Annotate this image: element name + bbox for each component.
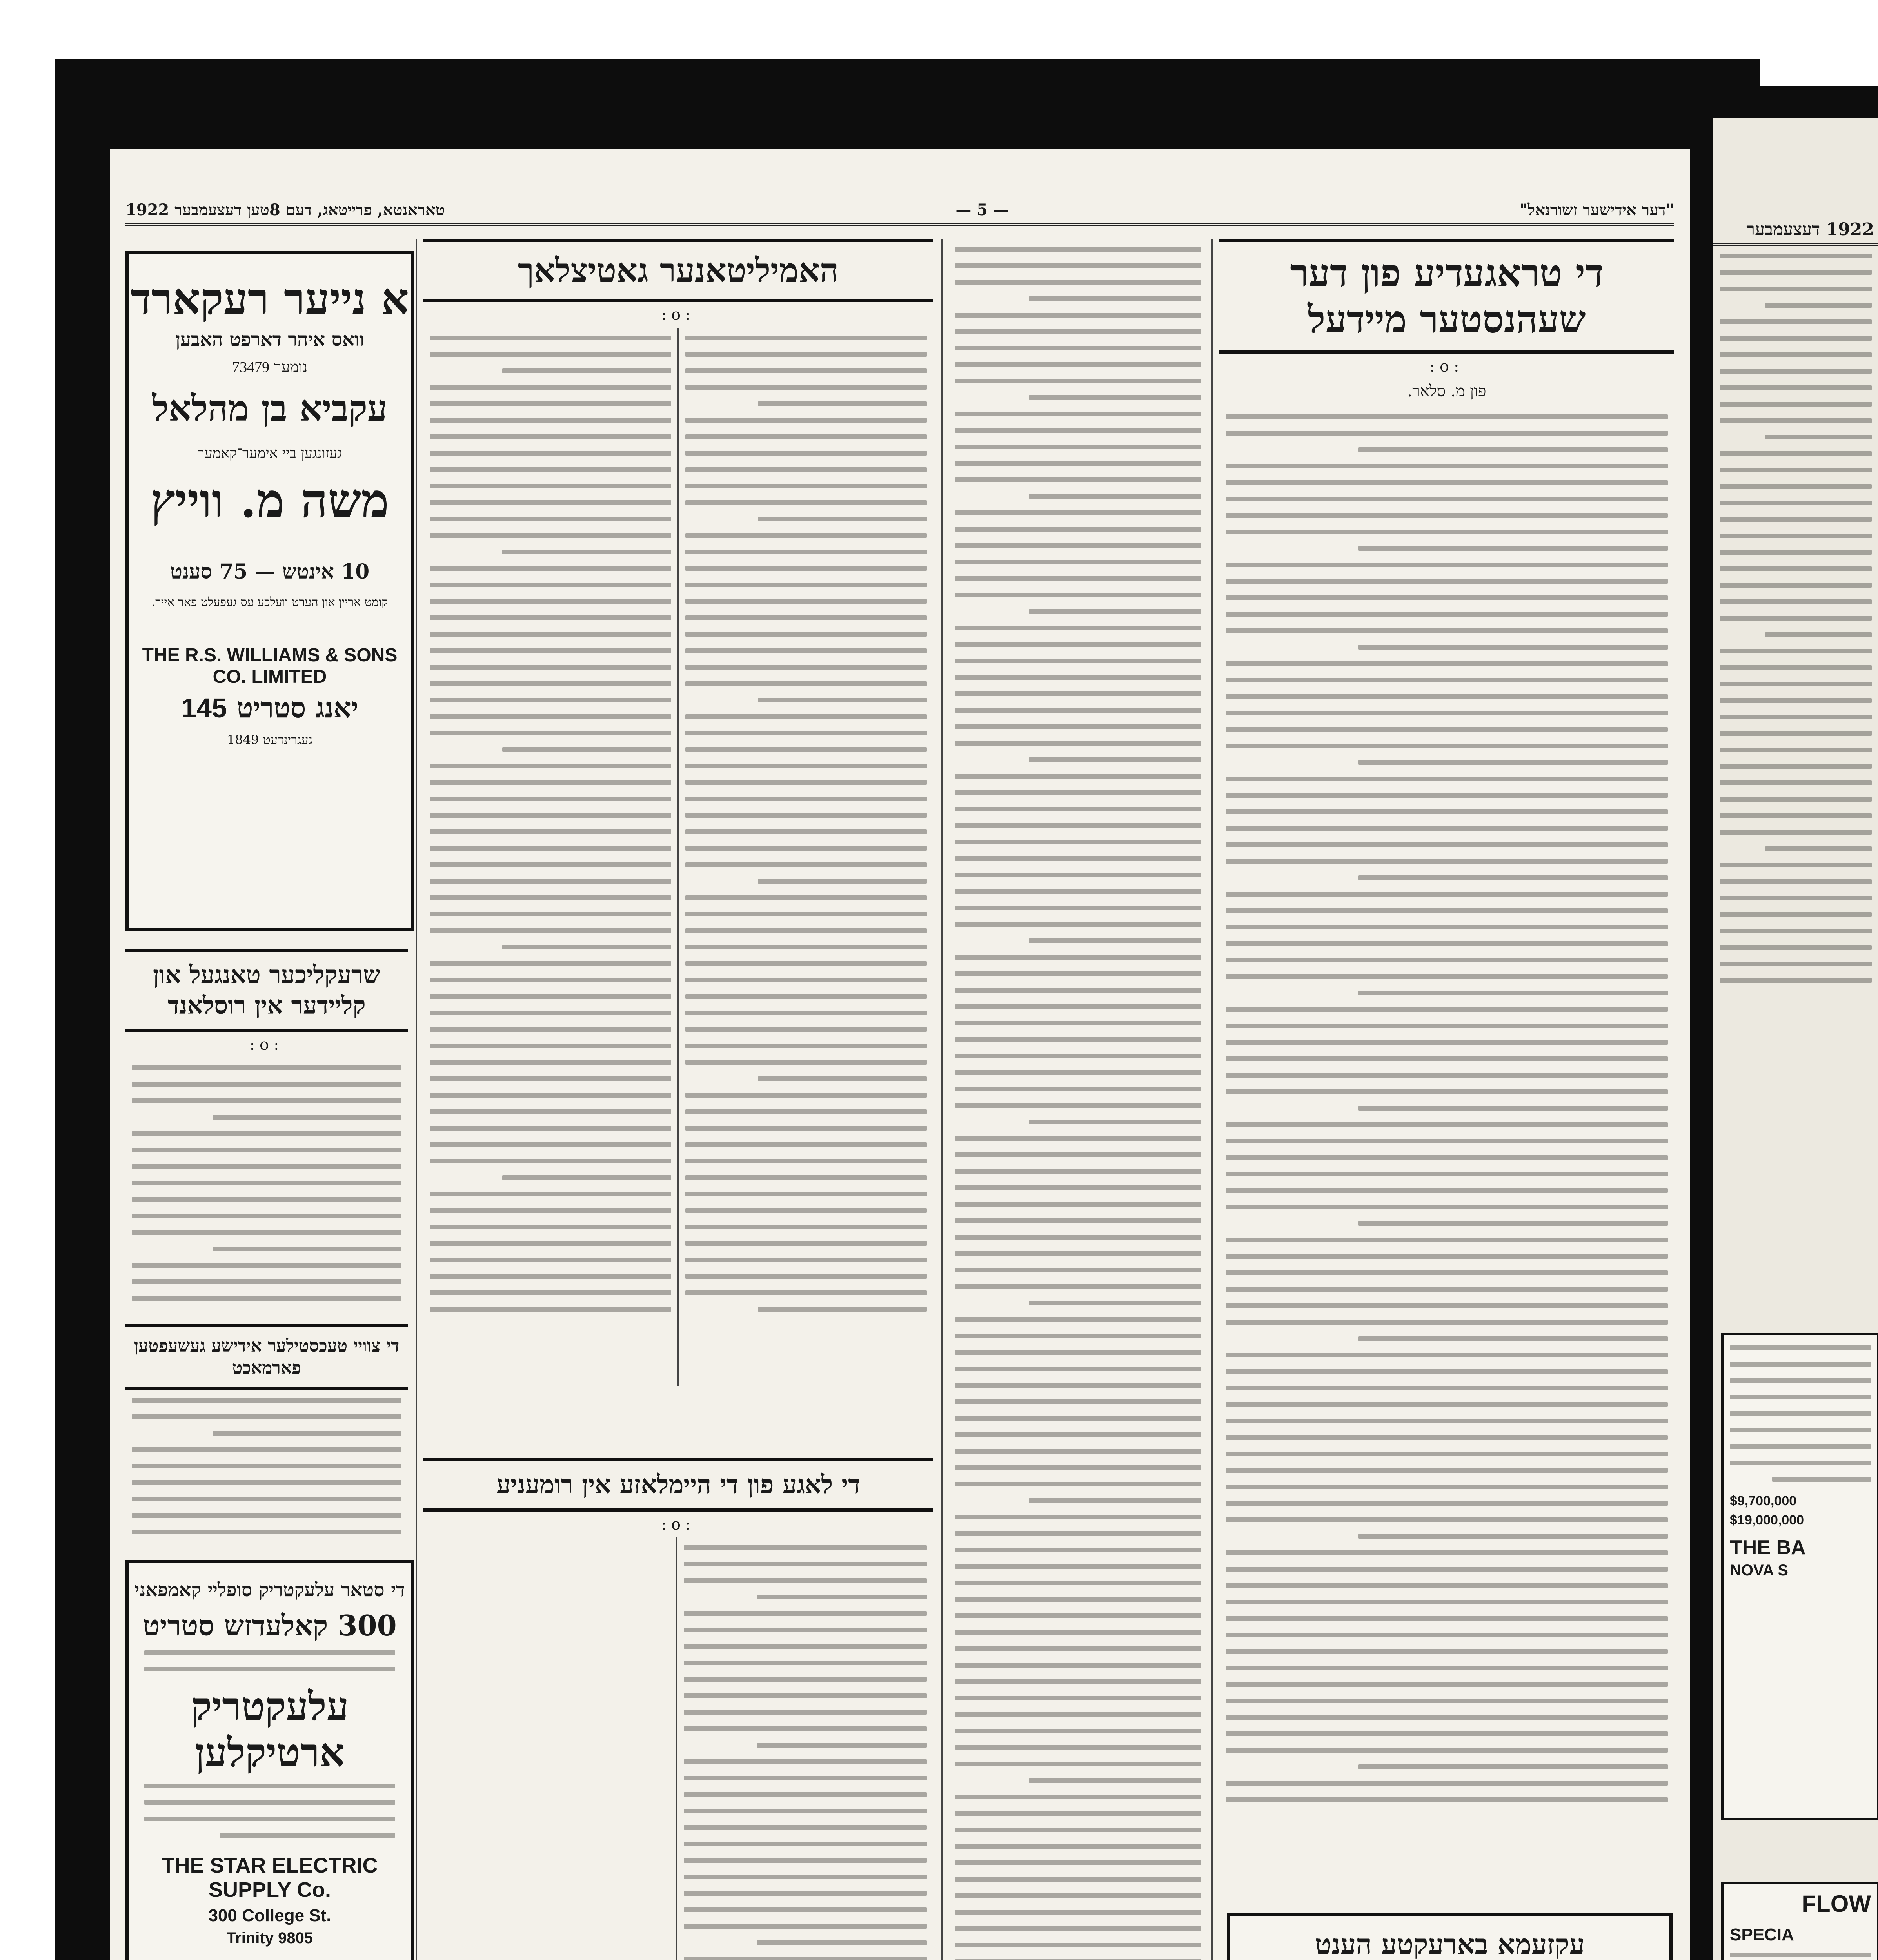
fragment-bank-amount-1: $9,700,000: [1730, 1494, 1797, 1508]
ad-star-electric-text: [129, 1642, 411, 1671]
ad-record-number-row: [129, 358, 411, 376]
newspaper-page: [110, 149, 1690, 1960]
ad-record-subline: וואס איהר דארפט האבען: [175, 328, 364, 350]
ad-record-year: געגרינדעט 1849: [227, 732, 313, 747]
fragment-bank-text: [1730, 1341, 1871, 1482]
ad-star-electric-products: עלעקטריק ארטיקלען: [191, 1683, 349, 1776]
ad-eczema-headline: עקזעמא בארעקטע הענט: [1315, 1928, 1585, 1960]
ad-record-number: 73479: [232, 359, 270, 376]
ornament: :o:: [249, 1036, 284, 1054]
article-tragedy-byline: פון מ. סלאר.: [1407, 382, 1486, 400]
ad-record-address: יאנג סטריט: [236, 691, 358, 724]
fragment-body: [1713, 246, 1878, 1273]
article-shops-headline: די צוויי טעכסטילער אידישע געשעפטען פארמאכט: [125, 1324, 408, 1390]
column-rule: [941, 239, 943, 1960]
ornament: :o:: [661, 1515, 696, 1534]
fragment-flower-ad: [1721, 1882, 1878, 1960]
article-impulse-body-right: [679, 328, 933, 1394]
article-tragedy-body: [1219, 407, 1674, 1865]
ad-star-electric-phone: Trinity 9805: [226, 1929, 313, 1947]
column-3-4-top: [423, 239, 933, 1454]
fragment-bank-name-2: NOVA S: [1730, 1562, 1788, 1579]
page-number: — 5 —: [955, 200, 1009, 219]
article-romania-headline: די לאגע פון די היימלאזע אין רומעניע: [423, 1458, 933, 1512]
ad-star-electric-address: 300 College St.: [208, 1906, 331, 1925]
masthead-date: טאראנטא, פרייטאג, דעם 8טען דעצעמבער 1922: [125, 200, 445, 219]
ad-record-singer: משה מ. ווייץ: [150, 473, 389, 528]
ad-record-headline: א נייער רעקארד: [131, 274, 409, 324]
scan-border-left: [55, 59, 110, 1960]
fragment-flower-title: FLOW: [1802, 1891, 1871, 1917]
scan-border-top: [55, 59, 1760, 149]
column-1: [1219, 239, 1674, 1960]
column-rule: [416, 239, 417, 1960]
fragment-bank-ad: [1721, 1333, 1878, 1820]
article-column-2-body: [949, 239, 1208, 1960]
fragment-bank-name: THE BA: [1730, 1536, 1806, 1559]
article-russia-headline: שרעקליכער טאנגעל און קליידער אין רוסלאנד: [125, 949, 408, 1032]
ad-star-electric-street: 300 קאלעדזש סטריט: [143, 1609, 397, 1642]
ad-record-address-row: [129, 691, 411, 724]
ad-star-electric-details: [129, 1776, 411, 1838]
article-impulse-body-left: [423, 328, 677, 1394]
article-russia-body: [125, 1058, 408, 1320]
article-shops-body: [125, 1390, 408, 1544]
ad-record: [125, 251, 414, 931]
ad-record-brand: THE R.S. WILLIAMS & SONS CO. LIMITED: [142, 645, 398, 687]
column-rule: [676, 1537, 677, 1960]
ad-record-footer: קומט אריין און הערט וועלכע עס געפעלט פאר אייך.: [151, 595, 388, 609]
column-2: [949, 239, 1208, 1960]
ad-record-address-number: 145: [181, 693, 227, 723]
ad-star-electric: [125, 1560, 414, 1960]
column-rule: [1211, 239, 1213, 1960]
ad-star-electric-brand: THE STAR ELECTRIC SUPPLY Co.: [162, 1854, 378, 1902]
fragment-flower-special: SPECIA: [1730, 1925, 1794, 1944]
fragment-date: 1922 דעצעמבער: [1713, 216, 1878, 246]
fragment-bank-amount-2: $19,000,000: [1730, 1513, 1804, 1528]
ad-record-sung-by: געזונגען ביי אימער־קאמער: [197, 445, 342, 461]
ad-star-electric-top: די סטאר עלעקטריק סופליי קאמפאני: [134, 1579, 405, 1601]
column-3-4-bottom: [423, 1458, 933, 1960]
fragment-flower-text: [1730, 1945, 1871, 1960]
article-tragedy-headline: די טראגעדיע פון דער שעהנסטער מיידעל: [1219, 239, 1674, 354]
ad-record-title: עקביא בן מהלאל: [152, 388, 387, 429]
column-4-lower: [433, 1537, 676, 1960]
running-head: [125, 196, 1674, 226]
masthead-title: "דער אידישער זשורנאל": [1519, 200, 1674, 219]
ornament: :o:: [1429, 358, 1464, 376]
article-romania-body-right: [677, 1537, 933, 1960]
ad-record-number-label: נומער: [274, 358, 307, 376]
column-rule: [677, 328, 679, 1386]
next-page-fragment: [1713, 118, 1878, 1960]
article-impulse-headline: האמיליטאנער גאטיצלאך: [423, 239, 933, 302]
ad-eczema: [1227, 1913, 1673, 1960]
ad-record-price: 10 אינטש — 75 סענט: [170, 560, 370, 584]
column-5-article: [125, 949, 408, 1544]
ornament: :o:: [661, 306, 696, 324]
